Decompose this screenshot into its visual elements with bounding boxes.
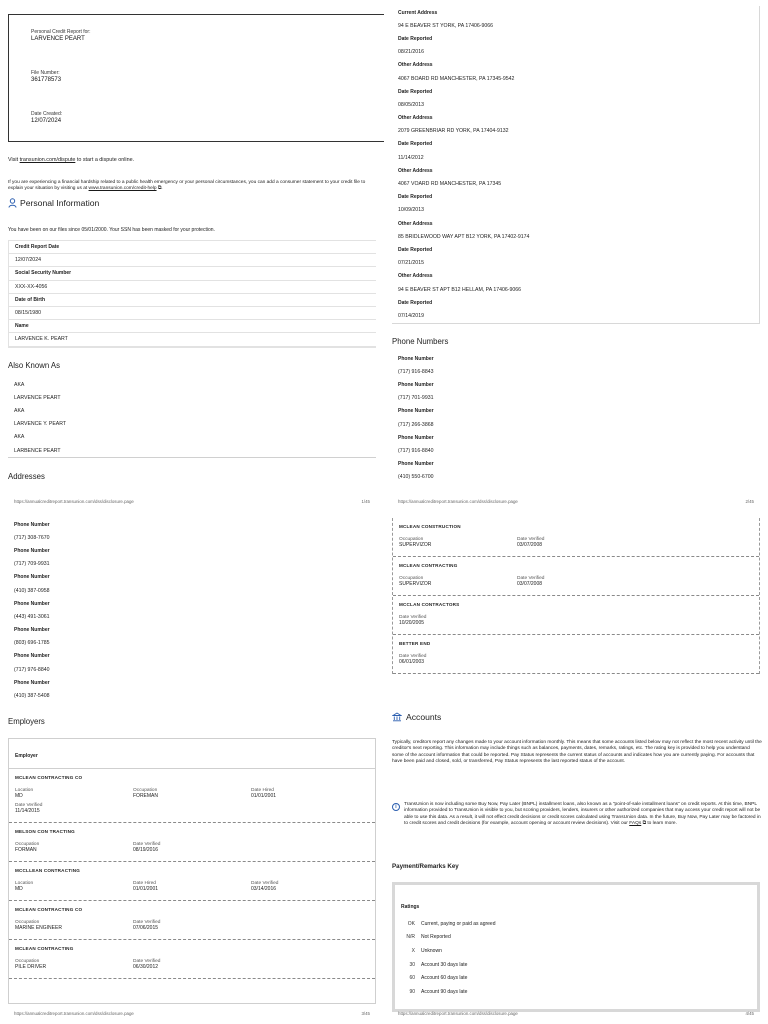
employer-fields <box>399 576 753 591</box>
info-icon: i <box>392 803 400 811</box>
person-icon <box>8 198 17 208</box>
phone-value-row <box>8 558 376 571</box>
footer-url: https://annualcreditreport.transunion.com/dss/disclosure.page <box>398 499 518 504</box>
report-page-2 <box>384 0 768 512</box>
employer-field-value: SUPERVIZOR <box>399 581 432 587</box>
info-label: Name <box>15 323 29 330</box>
phone-value-row <box>8 584 376 597</box>
phone-value: (410) 387-0958 <box>14 587 50 594</box>
employer-field <box>251 881 369 892</box>
address-value: 10/09/2013 <box>398 207 424 214</box>
phone-label: Phone Number <box>398 408 434 415</box>
employer-field-label: Occupation <box>399 537 424 542</box>
employer-field <box>133 959 251 970</box>
address-label: Date Reported <box>398 299 433 306</box>
employer-field-label: Occupation <box>15 959 40 964</box>
hardship-body: If you are experiencing a financial hardship related to a public health emergency or your personal circumstances, you can add a consumer statement to your credit file to explain your situation by visiting us at <box>8 180 366 192</box>
employer-fields <box>399 537 753 552</box>
aka-row <box>8 404 376 417</box>
phone-numbers-title: Phone Numbers <box>392 337 449 346</box>
employer-field <box>399 576 517 587</box>
accounts-title: Accounts <box>406 712 442 722</box>
address-label: Date Reported <box>398 194 433 201</box>
phone-label-row <box>392 458 760 471</box>
address-label-row <box>392 164 759 177</box>
employer-name: MCLEAN CONSTRUCTION <box>399 524 461 529</box>
employer-header-label: Employer <box>15 753 38 759</box>
info-row-value <box>9 254 376 267</box>
on-file-text: You have been on our files since 05/01/2000. Your SSN has been masked for your protection. <box>8 227 215 233</box>
phone-label: Phone Number <box>14 521 50 528</box>
address-value-row <box>392 98 759 111</box>
employer-field-value: 06/01/2003 <box>399 659 425 665</box>
phone-label-row <box>392 352 760 365</box>
phone-value-row <box>8 689 376 702</box>
ratings-heading <box>395 885 757 917</box>
phone-value: (443) 491-3061 <box>14 613 50 620</box>
addresses-title: Addresses <box>8 472 45 481</box>
footer-page-number: 2/45 <box>745 499 754 504</box>
employer-field-value: SUPERVIZOR <box>399 542 432 548</box>
phone-label: Phone Number <box>14 600 50 607</box>
page-footer <box>398 1011 754 1016</box>
phone-value-row <box>392 392 760 405</box>
phone-numbers-list <box>8 518 376 703</box>
phone-value: (717) 709-9931 <box>14 561 50 568</box>
phone-label-row <box>8 597 376 610</box>
employer-fields <box>399 654 753 669</box>
address-value: 4067 VOARD RD MANCHESTER, PA 17345 <box>398 181 502 188</box>
phone-value: (803) 696-1785 <box>14 640 50 647</box>
phone-label: Phone Number <box>398 381 434 388</box>
phone-label-row <box>392 378 760 391</box>
ratings-title: Ratings <box>401 904 420 910</box>
employer-field-label: Location <box>15 788 34 793</box>
rating-code: 90 <box>409 988 415 995</box>
phone-value-row <box>8 610 376 623</box>
employer-field <box>15 959 133 970</box>
phone-label: Phone Number <box>398 461 434 468</box>
phone-value-row <box>8 637 376 650</box>
employer-field-label: Date Verified <box>399 615 427 620</box>
phone-label: Phone Number <box>14 679 50 686</box>
employer-entry <box>9 940 375 979</box>
address-label: Date Reported <box>398 88 433 95</box>
employers-table <box>8 738 376 1004</box>
address-value-row <box>392 72 759 85</box>
address-label-row <box>392 138 759 151</box>
rating-code: 30 <box>409 961 415 968</box>
employer-field <box>399 654 517 665</box>
bnpl-notice <box>392 802 762 828</box>
employer-entry <box>9 769 375 823</box>
employer-field-label: Date Verified <box>133 920 161 925</box>
employer-field <box>15 788 133 799</box>
employers-table-continued <box>392 518 760 674</box>
employer-field-label: Occupation <box>15 842 40 847</box>
accounts-heading <box>392 712 441 722</box>
page-footer <box>398 499 754 504</box>
employer-field-label: Date Verified <box>251 881 279 886</box>
address-label-row <box>392 112 759 125</box>
personal-info-title: Personal Information <box>20 198 100 208</box>
employer-name: MCCLLEAN CONTRACTING <box>15 868 80 873</box>
employer-field <box>517 537 635 548</box>
employer-field-label: Date Verified <box>133 959 161 964</box>
phone-label-row <box>8 676 376 689</box>
address-label-row <box>392 6 759 19</box>
employer-field <box>133 788 251 799</box>
report-page-3 <box>0 512 384 1024</box>
page-footer <box>14 499 370 504</box>
info-value: XXX-XX-4056 <box>15 283 48 290</box>
address-label-row <box>392 270 759 283</box>
address-value: 85 BRIDLEWOOD WAY APT B12 YORK, PA 17402-9174 <box>398 233 530 240</box>
address-label-row <box>392 243 759 256</box>
employer-entry <box>9 823 375 862</box>
info-row-label <box>9 267 376 280</box>
address-value-row <box>392 19 759 32</box>
rating-row <box>395 958 757 972</box>
rating-row <box>395 985 757 999</box>
employer-field-value: 08/19/2016 <box>133 847 159 853</box>
phone-label: Phone Number <box>14 627 50 634</box>
rating-code: 60 <box>409 975 415 982</box>
report-header-box <box>8 14 384 142</box>
info-row-label <box>9 241 376 254</box>
address-label: Date Reported <box>398 246 433 253</box>
aka-list <box>8 378 376 458</box>
phone-label-row <box>8 650 376 663</box>
employer-name: MCCLAN CONTRACTORS <box>399 602 460 607</box>
employer-field-label: Date Verified <box>517 576 545 581</box>
employer-fields <box>15 842 369 857</box>
phone-label: Phone Number <box>14 547 50 554</box>
rating-row <box>395 971 757 985</box>
phone-value: (717) 976-8840 <box>14 666 50 673</box>
address-value: 94 E BEAVER ST YORK, PA 17406-9066 <box>398 22 494 29</box>
date-created-label: Date Created: <box>31 111 63 117</box>
dispute-link[interactable]: transunion.com/dispute <box>19 157 76 163</box>
employer-field-label: Location <box>15 881 34 886</box>
employer-field <box>399 615 517 626</box>
aka-name: LARVENCE PEART <box>14 394 61 401</box>
phone-label-row <box>8 624 376 637</box>
phone-value: (717) 701-9931 <box>398 395 434 402</box>
aka-name: LARBENCE PEART <box>14 447 61 454</box>
page-footer <box>14 1011 370 1016</box>
phone-value-row <box>392 444 760 457</box>
employer-field-value: MARINE ENGINEER <box>15 925 62 931</box>
employer-field-label: Date Verified <box>133 842 161 847</box>
external-link-icon: ⧉ <box>641 821 646 827</box>
phone-numbers-list <box>392 352 760 484</box>
employer-entry <box>393 557 759 596</box>
employer-field-value: 10/20/2005 <box>399 620 425 626</box>
employer-field-value: 03/14/2016 <box>251 886 277 892</box>
employer-field <box>15 920 133 931</box>
dispute-prefix: Visit <box>8 157 20 163</box>
employer-field-value: MD <box>15 793 23 799</box>
accounts-description: Typically, creditors report any changes made to your account information monthly. This means that some accounts listed below may not reflect the most recent activity until the creditor's next reporting. This information may include things such as balances, payments, dates, remarks, ratings, etc. The rating key is provided to help you understand some of the account information that could be reported. Pay Status represents the current status of accounts and indicates how you are currently paying. For accounts that have been paid and closed, sold, or transferred, Pay Status represents the last reported status of the account. <box>392 740 762 765</box>
address-value-row <box>392 46 759 59</box>
rating-description: Account 90 days late <box>421 988 468 995</box>
phone-label: Phone Number <box>398 355 434 362</box>
employer-fields <box>15 959 369 974</box>
employer-field-value: 11/14/2015 <box>15 808 40 814</box>
footer-url: https://annualcreditreport.transunion.com/dss/disclosure.page <box>398 1011 518 1016</box>
personal-info-table <box>8 240 376 348</box>
phone-label: Phone Number <box>14 574 50 581</box>
aka-label: AKA <box>14 407 25 414</box>
address-value-row <box>392 257 759 270</box>
address-label: Other Address <box>398 167 433 174</box>
file-number <box>31 70 61 83</box>
address-value-row <box>392 125 759 138</box>
payment-key-title: Payment/Remarks Key <box>392 863 459 870</box>
bnpl-suffix: to learn more. <box>646 821 677 827</box>
address-label: Current Address <box>398 9 438 16</box>
employer-field <box>15 881 133 892</box>
info-row-label <box>9 320 376 333</box>
address-label: Date Reported <box>398 35 433 42</box>
ratings-list <box>395 917 757 999</box>
address-label: Other Address <box>398 273 433 280</box>
date-created <box>31 111 62 124</box>
employer-name: MCLEAN CONTRACTING <box>399 563 458 568</box>
employer-entry <box>393 518 759 557</box>
report-page-4 <box>384 512 768 1024</box>
employer-name: MCLEAN CONTRACTING CO <box>15 907 83 912</box>
address-label-row <box>392 85 759 98</box>
aka-label: AKA <box>14 434 25 441</box>
employer-field-value: MD <box>15 886 23 892</box>
aka-row <box>8 444 376 457</box>
address-label-row <box>392 296 759 309</box>
rating-row <box>395 917 757 931</box>
aka-label: AKA <box>14 381 25 388</box>
bnpl-text <box>404 802 762 828</box>
employer-field-label: Date Verified <box>517 537 545 542</box>
employer-field-value: 01/01/2001 <box>133 886 159 892</box>
report-for-value: LARVENCE PEART <box>31 36 85 42</box>
address-label-row <box>392 59 759 72</box>
employer-field <box>133 920 251 931</box>
address-value-row <box>392 309 759 322</box>
phone-value-row <box>392 418 760 431</box>
phone-label-row <box>8 544 376 557</box>
phone-value: (717) 308-7670 <box>14 534 50 541</box>
address-value: 94 E BEAVER ST APT B12 HELLAM, PA 17406-9066 <box>398 286 522 293</box>
faqs-link[interactable]: FAQs <box>629 821 642 827</box>
address-label: Date Reported <box>398 141 433 148</box>
file-number-value: 361778573 <box>31 77 62 83</box>
phone-value: (410) 550-6700 <box>398 474 434 481</box>
date-created-value: 12/07/2024 <box>31 118 62 124</box>
rating-description: Current, paying or paid as agreed <box>421 920 496 927</box>
phone-value: (717) 266-3868 <box>398 421 434 428</box>
employer-header <box>9 739 375 769</box>
aka-row <box>8 418 376 431</box>
info-label: Date of Birth <box>15 296 45 303</box>
address-label: Other Address <box>398 220 433 227</box>
ratings-key-box <box>392 882 760 1012</box>
address-label-row <box>392 32 759 45</box>
aka-title: Also Known As <box>8 361 61 370</box>
file-number-label: File Number: <box>31 70 60 76</box>
employer-field-value: 03/07/2008 <box>517 581 543 587</box>
bank-icon <box>392 712 402 722</box>
phone-label-row <box>392 405 760 418</box>
address-label-row <box>392 191 759 204</box>
rating-description: Account 60 days late <box>421 975 468 982</box>
external-link-icon: ⧉. <box>156 186 163 192</box>
employer-field-label: Occupation <box>15 920 40 925</box>
address-label: Other Address <box>398 115 433 122</box>
address-value-row <box>392 230 759 243</box>
info-row-value <box>9 333 376 346</box>
phone-value: (717) 916-8840 <box>398 447 434 454</box>
rating-code: X <box>411 947 415 954</box>
employer-field-label: Date Verified <box>15 803 43 808</box>
employer-field <box>251 788 369 799</box>
employer-field-value: FOREMAN <box>133 793 158 799</box>
employer-field-value: 06/30/2012 <box>133 964 159 970</box>
employer-fields <box>15 920 369 935</box>
employer-field <box>517 576 635 587</box>
footer-page-number: 3/45 <box>361 1011 370 1016</box>
info-label: Social Security Number <box>15 270 72 277</box>
address-value: 08/05/2013 <box>398 101 424 108</box>
rating-code: N/R <box>406 934 415 941</box>
employer-field-value: 01/01/2001 <box>251 793 277 799</box>
report-for-label: Personal Credit Report for: <box>31 29 91 35</box>
address-value: 08/21/2016 <box>398 49 424 56</box>
employer-fields <box>399 615 753 630</box>
employer-field <box>399 537 517 548</box>
phone-value-row <box>392 471 760 484</box>
phone-label-row <box>8 571 376 584</box>
employer-field-label: Date Hired <box>133 881 156 886</box>
employer-field <box>15 803 133 814</box>
address-value-row <box>392 204 759 217</box>
rating-row <box>395 944 757 958</box>
employer-entry <box>9 901 375 940</box>
footer-page-number: 1/45 <box>361 499 370 504</box>
phone-value-row <box>392 365 760 378</box>
employer-field <box>133 842 251 853</box>
bnpl-body: TransUnion is now including some Buy Now, Pay Later (BNPL) installment loans, also known as a "point-of-sale installment loans" on credit reports. At this time, BNPL information provided to TransUnion is visible to you, but scoring providers, lenders, insurers or other authorized companies that may access your credit report will not be able to use this data. As a result, it will not effect credit decisions or credit scores calculated using TransUnion data. In the future, Buy Now, Pay Later may be factored in to credit scores and credit decisions (for example, account opening or account review decisions). Visit our <box>404 802 761 827</box>
phone-value-row <box>8 663 376 676</box>
employer-entry <box>9 862 375 901</box>
employer-entry <box>393 635 759 674</box>
employer-name: BETTER END <box>399 641 431 646</box>
phone-label-row <box>392 431 760 444</box>
phone-label: Phone Number <box>398 434 434 441</box>
aka-row <box>8 391 376 404</box>
dispute-suffix: to start a dispute online. <box>75 157 135 163</box>
employer-name: MCLEAN CONTRACTING CO <box>15 775 83 780</box>
phone-label-row <box>8 518 376 531</box>
dispute-line <box>8 157 134 163</box>
employer-field <box>15 842 133 853</box>
phone-value: (717) 916-8843 <box>398 368 434 375</box>
phone-value: (410) 387-5408 <box>14 693 50 700</box>
employer-field-label: Occupation <box>133 788 158 793</box>
aka-name: LARVENCE Y. PEART <box>14 421 67 428</box>
employer-name: MELSON CON TRACTING <box>15 829 75 834</box>
address-value-row <box>392 151 759 164</box>
rating-description: Account 30 days late <box>421 961 468 968</box>
employer-field-label: Occupation <box>399 576 424 581</box>
info-label: Credit Report Date <box>15 244 60 251</box>
employer-entry <box>393 596 759 635</box>
info-row-label <box>9 294 376 307</box>
address-value: 07/14/2019 <box>398 312 424 319</box>
credit-help-link[interactable]: www.transunion.com/credit-help <box>88 186 157 192</box>
address-value: 11/14/2012 <box>398 154 424 161</box>
employer-field-label: Date Verified <box>399 654 427 659</box>
employer-field-value: 03/07/2008 <box>517 542 543 548</box>
phone-label: Phone Number <box>14 653 50 660</box>
info-value: 08/15/1980 <box>15 310 41 317</box>
info-row-value <box>9 281 376 294</box>
address-value: 07/21/2015 <box>398 260 424 267</box>
address-value-row <box>392 177 759 190</box>
footer-url: https://annualcreditreport.transunion.com/dss/disclosure.page <box>14 499 134 504</box>
rating-code: OK <box>407 920 415 927</box>
rating-row <box>395 931 757 945</box>
info-value: LARVENCE K. PEART <box>15 336 68 343</box>
employer-field <box>133 881 251 892</box>
personal-info-heading <box>8 198 99 208</box>
footer-page-number: 4/45 <box>745 1011 754 1016</box>
info-row-value <box>9 307 376 320</box>
employer-name: MCLEAN CONTRACTING <box>15 946 74 951</box>
address-label: Other Address <box>398 62 433 69</box>
footer-url: https://annualcreditreport.transunion.com/dss/disclosure.page <box>14 1011 134 1016</box>
rating-description: Unknown <box>421 947 442 954</box>
info-value: 12/07/2024 <box>15 257 41 264</box>
report-for <box>31 29 90 42</box>
aka-row <box>8 378 376 391</box>
employer-fields <box>15 788 369 818</box>
phone-value-row <box>8 531 376 544</box>
employer-field-label: Date Hired <box>251 788 274 793</box>
employer-field-value: FORMAN <box>15 847 37 853</box>
address-value-row <box>392 283 759 296</box>
report-page-1 <box>0 0 384 512</box>
employers-title: Employers <box>8 717 45 726</box>
employer-field-value: 07/06/2015 <box>133 925 159 931</box>
address-value: 2079 GREENBRIAR RD YORK, PA 17404-9132 <box>398 128 509 135</box>
address-label-row <box>392 217 759 230</box>
employer-fields <box>15 881 369 896</box>
rating-description: Not Reported <box>421 934 451 941</box>
address-value: 4067 BOARD RD MANCHESTER, PA 17345-9542 <box>398 75 515 82</box>
employer-list <box>9 769 375 979</box>
aka-row <box>8 431 376 444</box>
addresses-table <box>392 6 760 324</box>
hardship-text <box>8 180 376 193</box>
employer-field-value: PILE DRIVER <box>15 964 47 970</box>
